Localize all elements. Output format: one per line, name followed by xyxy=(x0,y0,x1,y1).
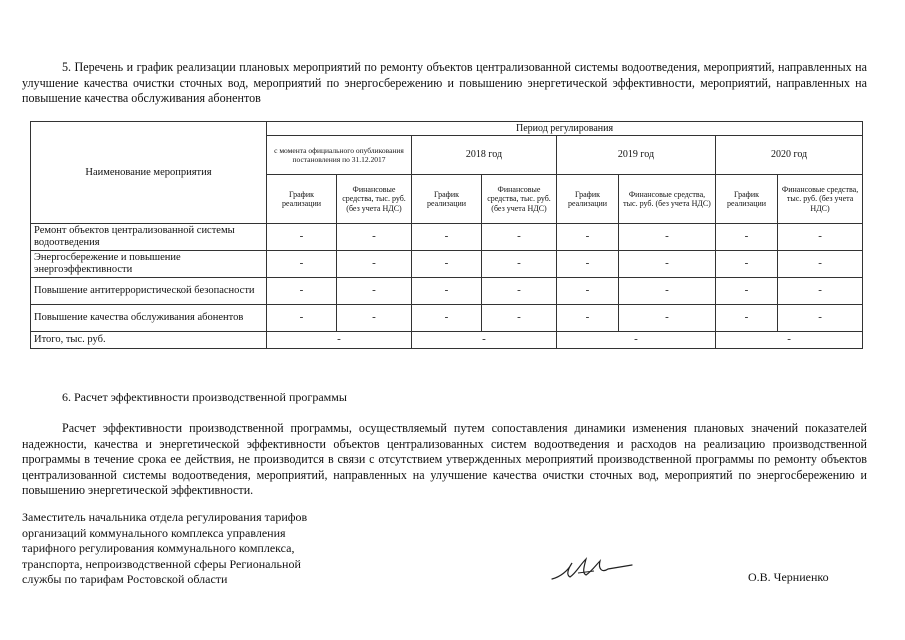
table-row xyxy=(31,305,863,332)
table-cell: - xyxy=(557,224,619,251)
header-finance: Финансовые средства, тыс. руб. (без учета НДС) xyxy=(482,175,557,224)
header-activity-name: Наименование мероприятия xyxy=(31,122,267,224)
table-cell: - xyxy=(557,251,619,278)
header-year-2018: 2018 год xyxy=(412,136,557,175)
table-cell: - xyxy=(619,224,716,251)
table-cell: - xyxy=(337,305,412,332)
table-cell: - xyxy=(267,305,337,332)
table-cell: - xyxy=(482,251,557,278)
signer-position-line: тарифного регулирования коммунального комплекса, xyxy=(22,541,295,555)
table-cell: - xyxy=(412,251,482,278)
handwritten-signature xyxy=(548,553,638,587)
table-cell: - xyxy=(778,278,863,305)
table-cell: - xyxy=(412,305,482,332)
section-5-heading: 5. Перечень и график реализации плановых мероприятий по ремонту объектов централизованной системы водоотведения, мероприятий, направленных на улучшение качества очистки сточных вод, мероприятий по энергосбережению и повышению энергетической эффективности, мероприятий, направленных на повышение качества обслуживания абонентов xyxy=(22,60,867,105)
signer-position-line: транспорта, непроизводственной сферы Региональной xyxy=(22,556,301,571)
header-period-initial: с момента официального опубликования постановления по 31.12.2017 xyxy=(267,136,412,175)
header-schedule: График реализации xyxy=(267,175,337,224)
table-cell: - xyxy=(619,305,716,332)
row-name: Энергосбережение и повышение энергоэффективности xyxy=(31,251,267,278)
activities-table xyxy=(30,121,863,349)
row-name: Повышение качества обслуживания абонентов xyxy=(31,305,267,332)
table-cell: - xyxy=(778,224,863,251)
signer-position-line: организаций коммунального комплекса управления xyxy=(22,525,286,540)
signer-position-line: службы по тарифам Ростовской области xyxy=(22,572,228,586)
total-cell: - xyxy=(557,332,716,349)
table-cell: - xyxy=(716,278,778,305)
table-cell: - xyxy=(482,278,557,305)
signer-position-line: Заместитель начальника отдела регулирования тарифов xyxy=(22,510,308,524)
total-cell: - xyxy=(716,332,863,349)
section-6-title: 6. Расчет эффективности производственной программы xyxy=(62,390,347,404)
header-year-2019: 2019 год xyxy=(557,136,716,175)
table-cell: - xyxy=(412,278,482,305)
header-period: Период регулирования xyxy=(267,122,863,136)
total-cell: - xyxy=(412,332,557,349)
table-cell: - xyxy=(557,278,619,305)
table-row xyxy=(31,224,863,251)
total-label: Итого, тыс. руб. xyxy=(31,332,267,349)
table-cell: - xyxy=(778,251,863,278)
table-row xyxy=(31,278,863,305)
table-cell: - xyxy=(778,305,863,332)
header-year-2020: 2020 год xyxy=(716,136,863,175)
table-cell: - xyxy=(337,224,412,251)
table-cell: - xyxy=(267,251,337,278)
header-schedule: График реализации xyxy=(557,175,619,224)
header-schedule: График реализации xyxy=(412,175,482,224)
table-cell: - xyxy=(337,251,412,278)
table-cell: - xyxy=(412,224,482,251)
table-row xyxy=(31,251,863,278)
table-cell: - xyxy=(267,224,337,251)
table-cell: - xyxy=(716,224,778,251)
table-cell: - xyxy=(337,278,412,305)
table-cell: - xyxy=(716,305,778,332)
row-name: Ремонт объектов централизованной системы водоотведения xyxy=(31,224,267,251)
header-finance: Финансовые средства, тыс. руб. (без учета НДС) xyxy=(619,175,716,224)
header-finance: Финансовые средства, тыс. руб. (без учета НДС) xyxy=(337,175,412,224)
table-cell: - xyxy=(716,251,778,278)
row-name: Повышение антитеррористической безопасности xyxy=(31,278,267,305)
table-cell: - xyxy=(619,251,716,278)
header-schedule: График реализации xyxy=(716,175,778,224)
signer-name: О.В. Черниенко xyxy=(748,570,829,584)
table-cell: - xyxy=(482,224,557,251)
table-cell: - xyxy=(267,278,337,305)
total-cell: - xyxy=(267,332,412,349)
section-6-text: Расчет эффективности производственной программы, осуществляемый путем сопоставления динамики изменения плановых значений показателей надежности, качества и энергетической эффективности объектов централизованных систем водоотведения и расходов на реализацию производственной программы в течение срока ее действия, не производится в связи с отсутствием утвержденных мероприятий производственной программы по ремонту объектов централизованной системы водоотведения, мероприятий, направленных на улучшение качества очистки сточных вод, мероприятий по энергосбережению и повышению энергетической эффективности. xyxy=(22,421,867,497)
table-cell: - xyxy=(619,278,716,305)
table-cell: - xyxy=(557,305,619,332)
header-finance: Финансовые средства, тыс. руб. (без учета НДС) xyxy=(778,175,863,224)
total-row xyxy=(31,332,863,349)
signer-position xyxy=(22,510,307,588)
table-cell: - xyxy=(482,305,557,332)
